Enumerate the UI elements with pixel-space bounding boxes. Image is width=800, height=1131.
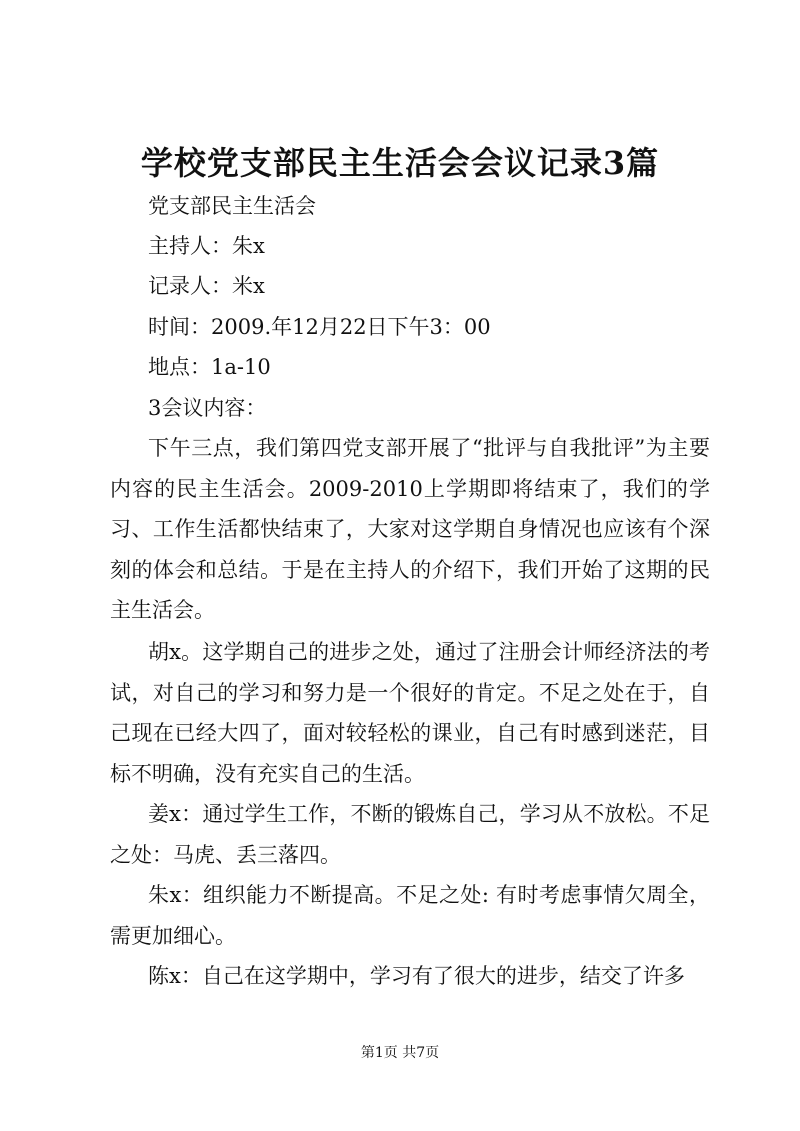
page-indicator: 第1页 共7页 [360,1045,440,1061]
host-line: 主持人：朱x [148,234,265,258]
location-line: 地点：1a-10 [148,355,271,379]
time-line: 时间：2009.年12月22日下午3：00 [148,315,491,339]
paragraph-jiang: 姜x：通过学生工作，不断的锻炼自己，学习从不放松。不足之处：马虎、丢三落四。 [110,802,710,867]
paragraph-intro: 下午三点，我们第四党支部开展了“批评与自我批评”为主要内容的民主生活会。2009-2010上学期即将结束了，我们的学习、工作生活都快结束了，大家对这学期自身情况也应该有个深刻的体会和总结。于是在主持人的介绍下，我们开始了这期的民主生活会。 [110,436,710,622]
paragraph-hu: 胡x。这学期自己的进步之处，通过了注册会计师经济法的考试，对自己的学习和努力是一个很好的肯定。不足之处在于，自己现在已经大四了，面对较轻松的课业，自己有时感到迷茫，目标不明确，没有充实自己的生活。 [110,640,710,786]
document-subtitle: 党支部民主生活会 [148,194,316,218]
document-title: 学校党支部民主生活会会议记录3篇 [140,144,660,182]
content-heading: 3会议内容： [148,396,267,420]
recorder-line: 记录人：米x [148,274,265,298]
paragraph-zhu: 朱x：组织能力不断提高。不足之处: 有时考虑事情欠周全，需更加细心。 [110,883,710,948]
paragraph-chen: 陈x：自己在这学期中，学习有了很大的进步，结交了许多 [148,964,685,988]
